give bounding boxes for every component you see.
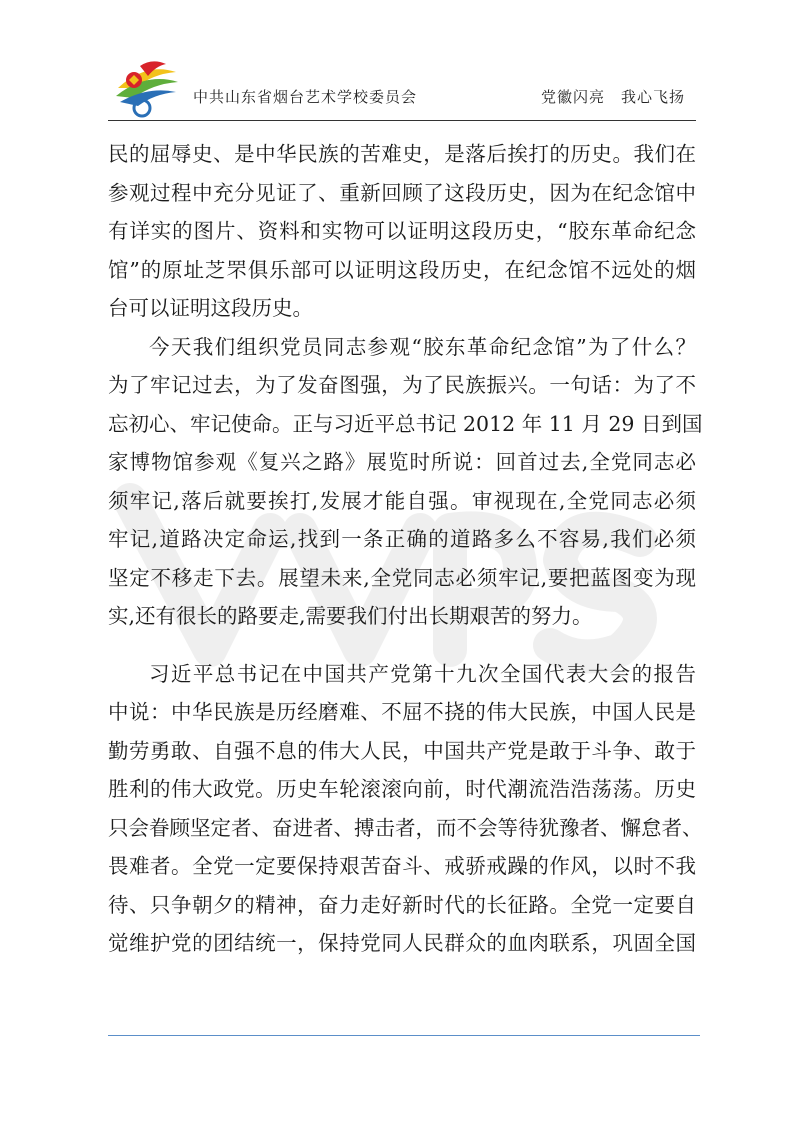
text-line: 只会眷顾坚定者、奋进者、搏击者，而不会等待犹豫者、懈怠者、 [108, 815, 703, 840]
header-divider [108, 120, 696, 121]
text-line: 有详实的图片、资料和实物可以证明这段历史，“胶东革命纪念 [108, 219, 696, 243]
document-body [108, 135, 703, 963]
text-line: 待、只争朝夕的精神，奋力走好新时代的长征路。全党一定要自 [108, 892, 696, 917]
text-line: 馆”的原址芝罘俱乐部可以证明这段历史，在纪念馆不远处的烟 [108, 257, 696, 282]
text-line: 须牢记,落后就要挨打,发展才能自强。审视现在,全党同志必须 [108, 488, 696, 513]
text-line: 坚定不移走下去。展望未来,全党同志必须牢记,要把蓝图变为现 [108, 565, 696, 590]
text-line: 台可以证明这段历史。 [108, 296, 313, 320]
text-line: 参观过程中充分见证了、重新回顾了这段历史，因为在纪念馆中 [108, 180, 696, 205]
text-line: 觉维护党的团结统一，保持党同人民群众的血肉联系，巩固全国 [108, 931, 696, 955]
text-line: 实,还有很长的路要走,需要我们付出长期艰苦的努力。 [108, 604, 593, 628]
paragraph [108, 328, 703, 636]
text-line: 勤劳勇敢、自强不息的伟大人民，中国共产党是敢于斗争、敢于 [108, 738, 696, 763]
text-line: 民的屈辱史、是中华民族的苦难史，是落后挨打的历史。我们在 [108, 142, 696, 166]
text-line: 为了牢记过去，为了发奋图强，为了民族振兴。一句话：为了不 [108, 373, 696, 397]
text-line: 今天我们组织党员同志参观“胶东革命纪念馆”为了什么？ [149, 334, 696, 359]
header-slogan: 党徽闪亮 我心飞扬 [540, 88, 685, 106]
text-line: 习近平总书记在中国共产党第十九次全国代表大会的报告 [149, 661, 696, 686]
text-line: 牢记,道路决定命运,找到一条正确的道路多么不容易,我们必须 [108, 527, 696, 551]
text-line: 胜利的伟大政党。历史车轮滚滚向前，时代潮流浩浩荡荡。历史 [108, 777, 696, 801]
header-organization: 中共山东省烟台艺术学校委员会 [193, 88, 418, 106]
paragraph [108, 135, 696, 328]
text-line: 中说：中华民族是历经磨难、不屈不挠的伟大民族，中国人民是 [108, 700, 696, 724]
text-line: 忘初心、牢记使命。正与习近平总书记 2012 年 11 月 29 日到国 [108, 411, 703, 436]
paragraph [108, 655, 703, 963]
party-emblem-logo-icon [112, 58, 180, 120]
text-line: 家博物馆参观《复兴之路》展览时所说：回首过去,全党同志必 [108, 450, 696, 474]
text-line: 畏难者。全党一定要保持艰苦奋斗、戒骄戒躁的作风，以时不我 [108, 854, 696, 878]
footer-divider [108, 1035, 700, 1036]
